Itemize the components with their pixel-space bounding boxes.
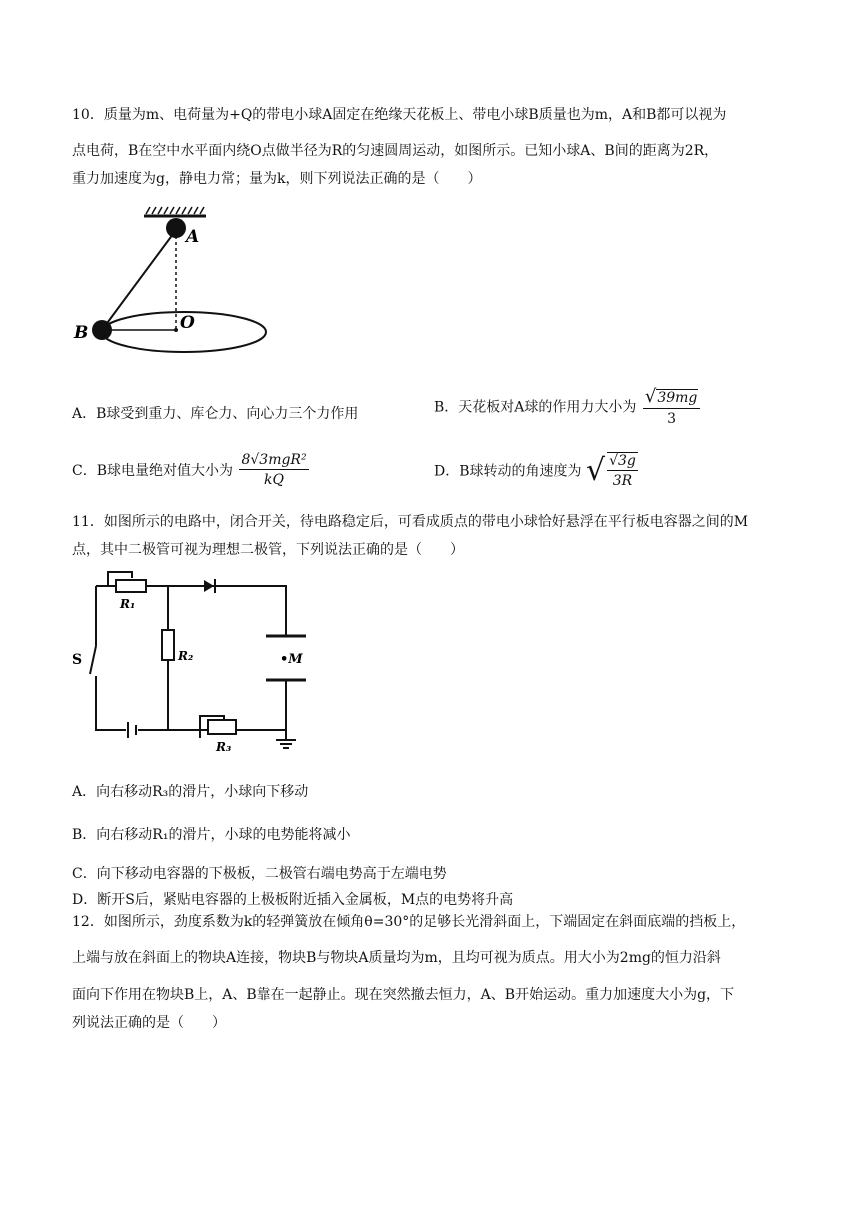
- q12-stem-line3: 面向下作用在物块B上，A、B靠在一起静止。现在突然撤去恒力，A、B开始运动。重力加速度大小为g，下: [72, 987, 735, 1003]
- q10-stem-line2: 点电荷，B在空中水平面内绕O点做半径为R的匀速圆周运动，如图所示。已知小球A、B间的距离为2R，: [72, 143, 719, 159]
- q11-stem-line1: 11．如图所示的电路中，闭合开关，待电路稳定后，可看成质点的带电小球恰好悬浮在平行板电容器之间的M: [72, 514, 749, 530]
- q10-stem-line1: 10．质量为m、电荷量为+Q的带电小球A固定在绝缘天花板上、带电小球B质量也为m，A和B都可以视为: [72, 107, 727, 123]
- q10-label-a: A: [186, 227, 200, 247]
- q11-option-a: A．向右移动R₃的滑片，小球向下移动: [72, 784, 309, 800]
- q10-label-b: B: [74, 323, 89, 343]
- q12-stem-line2: 上端与放在斜面上的物块A连接，物块B与物块A质量均为m，且均可视为质点。用大小为2mg的恒力沿斜: [72, 950, 721, 966]
- q10-label-o: O: [180, 313, 195, 333]
- q11-stem-line2: 点，其中二极管可视为理想二极管，下列说法正确的是（ ）: [72, 542, 464, 558]
- q10-option-d-text: D．B球转动的角速度为: [434, 463, 582, 480]
- q10-option-c-numerator: 8√3mgR²: [241, 452, 307, 468]
- q11-option-b: B．向右移动R₁的滑片，小球的电势能将减小: [72, 827, 351, 843]
- q10-option-c: [72, 452, 311, 488]
- q11-label-r1: R₁: [120, 597, 136, 611]
- q10-option-b: [434, 386, 702, 427]
- q10-option-b-text: B．天花板对A球的作用力大小为: [434, 399, 637, 416]
- q10-option-c-fraction: [239, 452, 308, 488]
- q11-label-r3: R₃: [216, 740, 232, 754]
- q10-stem-line3: 重力加速度为g，静电力常；量为k，则下列说法正确的是（ ）: [72, 171, 482, 187]
- q10-option-d-fraction: [607, 452, 638, 489]
- q11-option-d: D．断开S后，紧贴电容器的上极板附近插入金属板，M点的电势将升高: [72, 892, 514, 908]
- q11-option-c: C．向下移动电容器的下极板，二极管右端电势高于左端电势: [72, 866, 447, 882]
- q10-option-b-denominator: 3: [667, 411, 677, 427]
- q10-option-b-numerator: 39mg: [657, 390, 698, 406]
- q11-circuit-figure: [68, 568, 318, 758]
- q10-option-d-numerator: √3g: [609, 453, 636, 469]
- q11-label-m: •M: [280, 652, 303, 667]
- q11-label-r2: R₂: [178, 649, 194, 663]
- q10-option-d-denominator: 3R: [612, 473, 633, 489]
- q10-figure: [70, 204, 280, 374]
- q10-option-b-fraction: $\frac{√39mg}{3}$: [643, 386, 701, 427]
- q12-stem-line4: 列说法正确的是（ ）: [72, 1015, 226, 1031]
- q10-option-c-denominator: kQ: [264, 472, 284, 488]
- q12-stem-line1: 12．如图所示，劲度系数为k的轻弹簧放在倾角θ=30°的足够长光滑斜面上，下端固定在斜面底端的挡板上，: [72, 914, 746, 930]
- q10-option-a: A．B球受到重力、库仑力、向心力三个力作用: [72, 406, 359, 422]
- q11-label-s: S: [72, 652, 83, 668]
- q10-option-d: D．B球转动的角速度为 √ $\frac{√3g}{3R}$: [434, 453, 636, 489]
- q10-option-c-text: C．B球电量绝对值大小为: [72, 463, 233, 479]
